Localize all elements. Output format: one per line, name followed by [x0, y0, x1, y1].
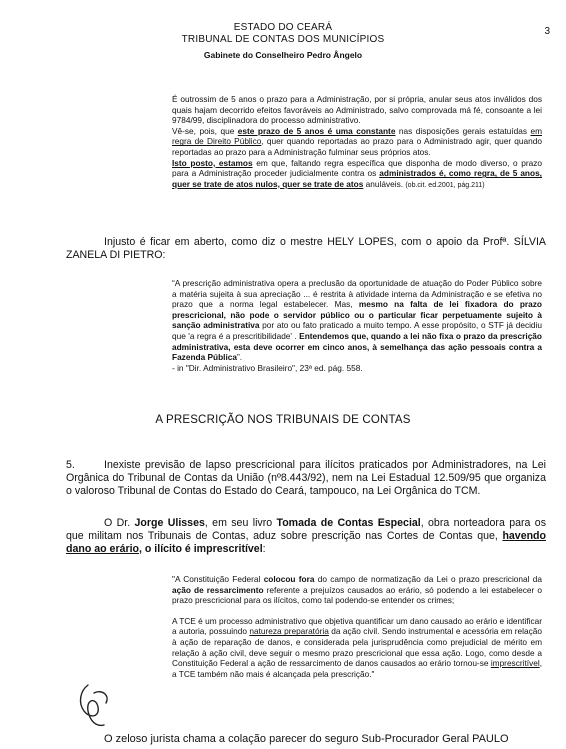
underlined-text: imprescritível	[490, 658, 540, 669]
paragraph-5-text: Inexiste previsão de lapso prescricional para ilícitos praticados por Administradores, na Lei Orgânica do Tribunal de Contas da União (nº8.443/92), nem na Lei Estadual 12.509/95 que organiza o valoroso Tribunal de Contas do Estado do Ceará, tampouco, na Lei Orgânica do TCM.	[66, 459, 546, 497]
text-run: anuláveis.	[363, 178, 404, 189]
text-run: do campo de normatização da Lei o prazo prescricional da	[314, 574, 542, 584]
quote2-reference: - in "Dir. Administrativo Brasileiro", 23ª ed. pág. 558.	[172, 362, 363, 373]
letterhead	[0, 22, 566, 61]
quote3-paragraph-2	[172, 616, 542, 680]
emphasis-text: Entendemos que, quando a lei não fixa o prazo da prescrição administrativa, esta deve ocorrer em cinco anos, à semelhança das ação pessoais contra a Fazenda Pública	[172, 330, 542, 363]
text-run: A TCE é um processo administrativo que objetiva quantificar um dano causado ao erário e identificar a autoria, possuindo	[172, 615, 542, 637]
quote1-paragraph-1: É outrossim de 5 anos o prazo para a Administração, por si própria, anular seus atos inválidos dos quais hajam decorrido efeitos favoráveis ao Administrado, salvo comprovada má fé, consoante a lei 9784/99, disciplinadora do processo administrativo.	[172, 94, 542, 126]
book-title: Tomada de Contas Especial	[276, 517, 421, 529]
emphasis-text: , o ilícito é imprescritível	[139, 543, 263, 555]
author-name: Jorge Ulisses	[134, 517, 205, 529]
quote3-paragraph-1	[172, 574, 542, 606]
emphasis-text: ação de ressarcimento	[172, 584, 264, 595]
emphasis-text: colocou fora	[263, 574, 315, 584]
paragraph-ulisses	[66, 517, 546, 556]
emphasis-text: Isto posto, estamos	[172, 157, 253, 168]
paragraph-injusto: Injusto é ficar em aberto, como diz o mestre HELY LOPES, com o apoio da Profª. SÍLVIA ZANELA DI PIETRO:	[66, 236, 546, 261]
letterhead-court: TRIBUNAL DE CONTAS DOS MUNICÍPIOS	[181, 34, 385, 45]
citation: (ob.cit. ed.2001, pág.211)	[405, 181, 485, 189]
handwritten-initials-icon	[74, 681, 120, 729]
underlined-text: natureza preparatória	[249, 626, 329, 637]
text-run: "A Constituição Federal	[172, 574, 264, 584]
text-run: , obra norteadora para os que militam nos Tribunais de Contas, aduz sobre prescrição nas Cortes de Contas que,	[66, 517, 546, 542]
text-run: referente a prejuízos causados ao erário, só podendo a lei estabelecer o prazo prescricional para os ilícitos, como tal podendo-se entender os crimes;	[172, 584, 542, 606]
text-run: , quer quando reportadas ao prazo para o Administrado agir, quer quando reportadas ao prazo para a Administração fulminar seus próprios atos.	[172, 136, 542, 157]
emphasis-text: este prazo de 5 anos é uma constante	[237, 125, 396, 136]
emphasis-text: mesmo na falta de lei fixadora do prazo prescricional, não pode o servidor público ou o particular ficar perpetuamente sujeito à sanção administrativa	[172, 299, 542, 331]
letterhead-office: Gabinete do Conselheiro Pedro Ângelo	[203, 50, 363, 60]
text-run: em que, faltando regra específica que disponha de modo diverso, o prazo para a Administração proceder judicialmente contra os	[172, 157, 542, 179]
text-run: “A prescrição administrativa opera a preclusão da oportunidade de atuação do Poder Público sobre a matéria sujeita à sua apreciação ... é restrita à atividade interna da Administração e se efetiva no prazo que a norma legal estabelecer. Mas,	[172, 278, 542, 310]
text-run: Vê-se, pois, que	[172, 125, 238, 136]
paragraph-zeloso: O zeloso jurista chama a colação parecer do seguro Sub-Procurador Geral PAULO	[104, 733, 509, 745]
text-run: por ato ou fato praticado a muito tempo. A esse propósito, o STF já decidiu que 'a regra é a prescritibilidade' .	[172, 320, 543, 341]
text-run: , a TCE também não mais é alcançada pela prescrição."	[172, 658, 542, 679]
paragraph-5	[66, 459, 546, 498]
section-title: A PRESCRIÇÃO NOS TRIBUNAIS DE CONTAS	[155, 414, 411, 426]
quote1-paragraph-2	[172, 126, 542, 158]
quote2-paragraph	[172, 278, 542, 363]
emphasis-text: administrados é, como regra, de 5 anos, quer se trate de atos nulos, quer se trate de atos	[172, 168, 542, 189]
underlined-text: em regra de Direito Público	[172, 125, 542, 147]
block-quote-2	[172, 278, 542, 373]
text-run: , em seu livro	[204, 517, 277, 529]
text-run: :	[262, 543, 266, 555]
text-run: ”.	[237, 352, 243, 363]
quote1-paragraph-3	[172, 158, 542, 192]
text-run: da ação civil. Sendo instrumental e acessória em relação à ação de reparação de danos, e considerada pela jurisprudência como prejudicial de mérito em relação à ação civil, deve seguir o mesmo prazo prescricional que essa ação. Logo, como desde a Constituição Federal a ação de ressarcimento de danos causados ao erário tornou-se	[172, 626, 542, 669]
letterhead-state: ESTADO DO CEARÁ	[233, 22, 333, 33]
text-run: O Dr.	[104, 517, 135, 529]
emphasis-text: havendo dano ao erário	[66, 530, 546, 555]
paragraph-number: 5.	[66, 459, 75, 471]
page-number: 3	[544, 26, 550, 37]
block-quote-3	[172, 574, 542, 679]
text-run: nas disposições gerais estatuídas	[395, 125, 531, 136]
block-quote-1	[172, 94, 542, 191]
